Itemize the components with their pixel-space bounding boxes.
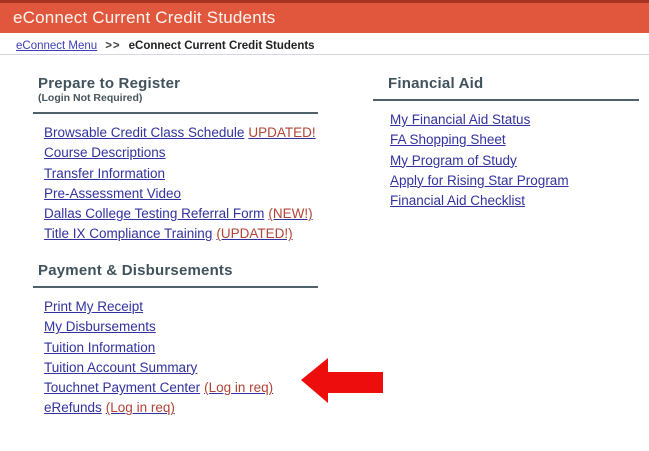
status-flag-new: (NEW!) bbox=[268, 206, 313, 222]
breadcrumb bbox=[16, 38, 315, 54]
link-label: My Program of Study bbox=[390, 152, 517, 168]
breadcrumb-separator: >> bbox=[105, 40, 121, 52]
link-apply-for-rising-star-program[interactable] bbox=[390, 173, 569, 188]
link-my-disbursements[interactable] bbox=[44, 319, 156, 334]
list-item bbox=[44, 123, 318, 143]
list-item bbox=[44, 143, 318, 163]
page-title: eConnect Current Credit Students bbox=[13, 8, 276, 27]
link-tuition-account-summary[interactable] bbox=[44, 360, 197, 375]
list-item bbox=[390, 110, 639, 130]
section-payment-and-disbursements bbox=[33, 263, 318, 419]
list-item bbox=[44, 184, 318, 204]
link-fa-shopping-sheet[interactable] bbox=[390, 132, 506, 147]
link-label: FA Shopping Sheet bbox=[390, 132, 506, 148]
link-tuition-information[interactable] bbox=[44, 340, 155, 355]
link-dallas-college-testing-referral-form[interactable] bbox=[44, 206, 313, 221]
payment-links-list bbox=[33, 297, 318, 419]
list-item bbox=[44, 358, 318, 378]
link-label: Financial Aid Checklist bbox=[390, 193, 526, 209]
link-label: Apply for Rising Star Program bbox=[390, 172, 569, 188]
section-rule bbox=[33, 112, 318, 114]
link-label: eRefunds bbox=[44, 400, 102, 416]
link-label: Pre-Assessment Video bbox=[44, 185, 182, 201]
login-required-flag: (Log in req) bbox=[105, 400, 175, 416]
list-item bbox=[390, 171, 639, 191]
link-label: Touchnet Payment Center bbox=[44, 380, 201, 396]
link-label: Course Descriptions bbox=[44, 145, 166, 161]
prepare-links-list bbox=[33, 123, 318, 245]
list-item bbox=[44, 378, 318, 398]
section-title-prepare: Prepare to Register bbox=[38, 75, 181, 92]
list-item bbox=[44, 164, 318, 184]
section-title-financial-aid: Financial Aid bbox=[388, 75, 484, 92]
list-item bbox=[390, 151, 639, 171]
status-flag-updated: (UPDATED!) bbox=[216, 226, 293, 242]
status-flag-updated: UPDATED! bbox=[248, 125, 316, 140]
breadcrumb-econnect-menu-link[interactable]: eConnect Menu bbox=[16, 40, 98, 52]
link-label: Title IX Compliance Training bbox=[44, 226, 213, 242]
list-item bbox=[44, 317, 318, 337]
link-transfer-information[interactable] bbox=[44, 166, 165, 181]
link-print-my-receipt[interactable] bbox=[44, 299, 143, 314]
list-item bbox=[44, 338, 318, 358]
link-label: Tuition Account Summary bbox=[44, 359, 198, 375]
list-item bbox=[390, 130, 639, 150]
login-required-flag: (Log in req) bbox=[204, 380, 274, 396]
section-subtitle-login-not-required: (Login Not Required) bbox=[38, 92, 143, 104]
financial-aid-links-list bbox=[373, 110, 639, 211]
link-erefunds[interactable] bbox=[44, 400, 175, 415]
section-rule bbox=[373, 99, 639, 101]
link-financial-aid-checklist[interactable] bbox=[390, 193, 525, 208]
link-my-program-of-study[interactable] bbox=[390, 153, 517, 168]
link-label: Browsable Credit Class Schedule bbox=[44, 125, 245, 140]
link-course-descriptions[interactable] bbox=[44, 145, 166, 160]
link-pre-assessment-video[interactable] bbox=[44, 186, 181, 201]
link-browsable-credit-class-schedule[interactable] bbox=[44, 125, 316, 140]
link-label: Transfer Information bbox=[44, 165, 166, 181]
link-touchnet-payment-center[interactable] bbox=[44, 380, 273, 395]
list-item bbox=[44, 297, 318, 317]
link-label: Print My Receipt bbox=[44, 299, 144, 314]
link-title-ix-compliance-training[interactable] bbox=[44, 226, 293, 241]
breadcrumb-current-page: eConnect Current Credit Students bbox=[128, 40, 315, 52]
section-title-payment: Payment & Disbursements bbox=[38, 262, 233, 279]
page-header-bar bbox=[0, 0, 649, 33]
link-my-financial-aid-status[interactable] bbox=[390, 112, 530, 127]
link-label: Dallas College Testing Referral Form bbox=[44, 206, 265, 222]
list-item bbox=[390, 191, 639, 211]
link-label: My Disbursements bbox=[44, 319, 156, 335]
breadcrumb-divider bbox=[0, 54, 649, 55]
list-item bbox=[44, 204, 318, 224]
link-label: My Financial Aid Status bbox=[390, 112, 531, 127]
section-rule bbox=[33, 286, 318, 288]
section-financial-aid bbox=[373, 76, 639, 211]
link-label: Tuition Information bbox=[44, 339, 156, 355]
section-prepare-to-register bbox=[33, 76, 318, 245]
list-item bbox=[44, 398, 318, 418]
list-item bbox=[44, 224, 318, 244]
